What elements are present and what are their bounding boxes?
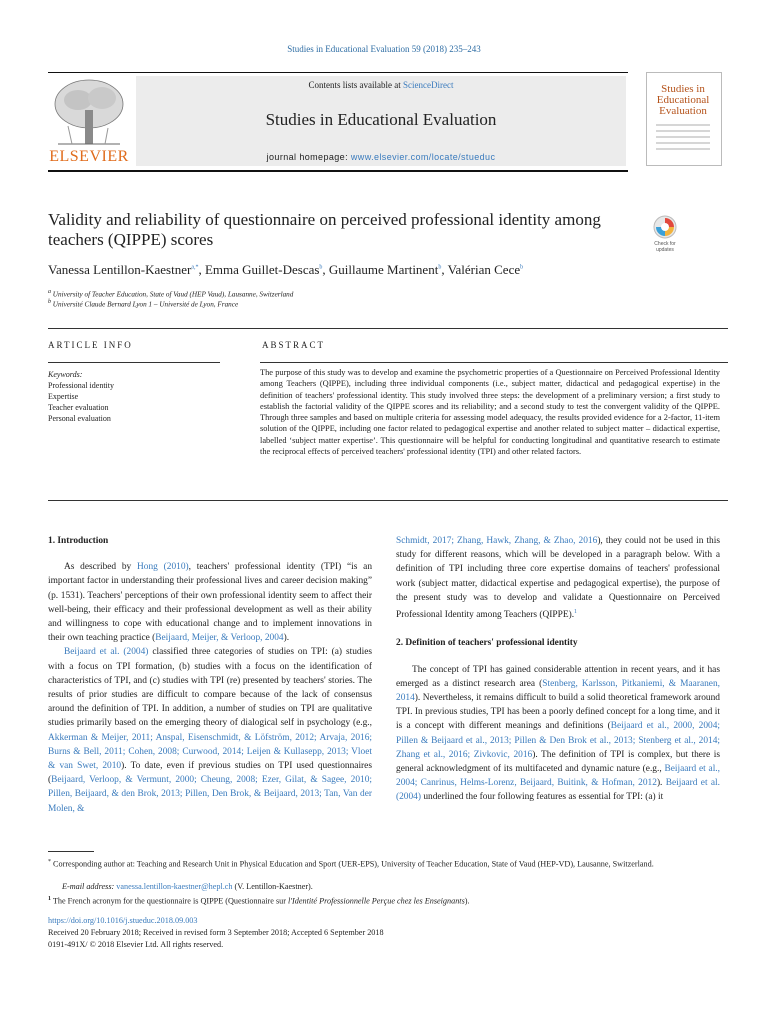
- author-name[interactable]: Vanessa Lentillon-Kaestner: [48, 262, 192, 277]
- received-dates: Received 20 February 2018; Received in revised form 3 September 2018; Accepted 6 September 2018: [48, 928, 384, 937]
- email-label: E-mail address:: [62, 882, 117, 891]
- contents-available: [136, 80, 626, 90]
- left-column: [48, 534, 372, 816]
- affiliation-a: [48, 289, 293, 298]
- text: ).: [283, 633, 290, 644]
- affiliation-text: University of Teacher Education, State of Vaud (HEP Vaud), Lausanne, Switzerland: [52, 290, 294, 299]
- sciencedirect-link[interactable]: ScienceDirect: [403, 80, 454, 90]
- author-name[interactable]: Emma Guillet-Descas: [204, 262, 320, 277]
- badge-line2: updates: [656, 247, 674, 253]
- text: The French acronym for the questionnaire is QIPPE (Questionnaire sur: [52, 896, 289, 906]
- paragraph: [48, 645, 372, 815]
- text: Corresponding author at: Teaching and Research Unit in Physical Education and Sport (UER-EPS), University of Teacher Education, State of Vaud (HEP-VD), Lausanne, Switzerland.: [53, 859, 654, 869]
- badge-line1: Check for: [654, 241, 676, 247]
- email-link[interactable]: vanessa.lentillon-kaestner@hepl.ch: [116, 882, 233, 891]
- homepage-link[interactable]: www.elsevier.com/locate/stueduc: [350, 152, 496, 162]
- citation-link[interactable]: Beijaard, Meijer, & Verloop, 2004: [155, 633, 284, 644]
- citation-link[interactable]: Beijaard et al. (2004): [64, 647, 149, 658]
- abstract-heading: ABSTRACT: [262, 340, 326, 350]
- text: ).: [656, 778, 666, 789]
- citation-link[interactable]: Beijaard et al. (2004): [396, 778, 720, 803]
- author-separator: ,: [441, 262, 448, 277]
- citation-link[interactable]: Beijaard et al., 2004; Canrinus, Helms-Lorenz, Beijaard, Buitink, & Hofman, 2012: [396, 763, 720, 789]
- homepage-prefix: journal homepage:: [266, 152, 351, 162]
- article-title: Validity and reliability of questionnaire on perceived professional identity among teachers (QIPPE) scores: [48, 210, 601, 249]
- divider: [48, 500, 728, 501]
- citation-link[interactable]: Beijaard et al., 2000, 2004; Pillen & Beijaard et al., 2013; Pillen & Den Brok et al., 2013; Stenberg et al., 2014; Zhang et al., 2016; Zivkovic, 2016: [396, 721, 720, 760]
- text: (V. Lentillon-Kaestner).: [232, 882, 313, 891]
- abstract-text: The purpose of this study was to develop and examine the psychometric properties of a Questionnaire on Perceived Professional Identity among Teachers (QIPPE), including three individual components (i.e., subject matter, didactical and pedagogical expertise) in the definition of teachers' professional identity. This study involved three steps: the development of a preliminary version; a first study to establish the factorial validity of the QIPPE scores and its reliability; and a second study to test the convergent validity of the QIPPE. Through three samples and based on multiple criteria for assessing model adequacy, the results provided evidence for a 2-factor, 11-item solution of the QIPPE, including one factor related to pedagogical expertise and another related to subject matter – didactical expertise, labelled ‘subject matter expertise’. This questionnaire will be helpful for conducting longitudinal and quantitative research to estimate the reciprocal effects of perceived teachers' professional identity (TPI) and other related factors.: [260, 368, 720, 457]
- affiliation-mark: a: [48, 289, 51, 295]
- check-for-updates-icon[interactable]: [648, 214, 682, 254]
- copyright: 0191-491X/ © 2018 Elsevier Ltd. All rights reserved.: [48, 940, 224, 949]
- journal-homepage: [136, 152, 626, 162]
- text: The concept of TPI has gained considerable attention in recent years, and it has emerged as a distinct research area (: [396, 664, 720, 689]
- paragraph: [396, 534, 720, 622]
- author-affil-mark[interactable]: b: [319, 264, 323, 271]
- keyword: Teacher evaluation: [48, 403, 109, 412]
- section-heading-definition: 2. Definition of teachers' professional identity: [396, 638, 578, 649]
- cover-decoration: [656, 124, 710, 154]
- keyword: Expertise: [48, 392, 79, 401]
- journal-title: Studies in Educational Evaluation: [265, 110, 497, 129]
- publisher-wordmark: ELSEVIER: [49, 148, 129, 165]
- text-italic: l'Identité Professionnelle Perçue chez les Enseignants: [288, 896, 465, 906]
- paragraph: [48, 560, 372, 645]
- paragraph: [396, 663, 720, 805]
- journal-citation-link[interactable]: Studies in Educational Evaluation 59 (2018) 235–243: [287, 44, 481, 54]
- footnote-corresponding: * Corresponding author at: Teaching and Research Unit in Physical Education and Sport (UER-EPS), University of Teacher Education, State of Vaud (HEP-VD), Lausanne, Switzerland.: [48, 859, 654, 869]
- citation-link[interactable]: Akkerman & Meijer, 2011; Anspal, Eisenschmidt, & Löfström, 2012; Arvaja, 2016; Burns & Bell, 2011; Cohen, 2008; Curwood, 2014; Leijen & Kullasepp, 2013; Vloet & van Swet, 2010: [48, 732, 372, 772]
- doi-link[interactable]: https://doi.org/10.1016/j.stueduc.2018.09.003: [48, 916, 198, 925]
- affiliation-b: [48, 299, 238, 308]
- author-affil-mark[interactable]: a,*: [191, 264, 199, 271]
- footnote-email: [48, 881, 742, 893]
- text: ). To date, even if previous studies on TPI used questionnaires (: [48, 761, 372, 786]
- citation-link[interactable]: Hong (2010): [137, 562, 189, 573]
- contents-prefix: Contents lists available at: [308, 80, 403, 90]
- header-rule-bottom: [48, 170, 628, 172]
- text: ). The definition of TPI is complex, but there is general acknowledgment of its multifaceted and dynamic nature (e.g.,: [396, 749, 720, 774]
- footnote-ref[interactable]: 1: [574, 609, 578, 616]
- text: classified three categories of studies on TPI: (a) studies with a focus on TPI formation, (b) studies with a focus on the identification of characteristics of TPI, and (c) studies with TPI (re) presented by teachers' stories. The results of prior studies are difficult to compare because of the lack of consensus around the definition of TPI. In addition, a number of studies on TPI are qualitative studies primarily based on the emerging theory of dialogical self in psychology (e.g.,: [48, 647, 372, 729]
- text: ). Nevertheless, it remains difficult to build a solid theoretical framework around TPI. In previous studies, TPI has been a poorly defined concept for a long time, and it is a concept with different meanings and definitions (: [396, 692, 720, 732]
- author-list: [48, 262, 728, 278]
- author-name[interactable]: Valérian Cece: [447, 262, 521, 277]
- author-name[interactable]: Guillaume Martinent: [328, 262, 439, 277]
- citation-link[interactable]: Stenberg, Karlsson, Pitkaniemi, & Maaranen, 2014: [396, 678, 720, 703]
- keywords-label: Keywords:: [48, 370, 83, 379]
- citation-link[interactable]: Schmidt, 2017; Zhang, Hawk, Zhang, & Zhao, 2016: [396, 536, 598, 546]
- divider: [48, 362, 220, 363]
- cover-title: Studies in Educational Evaluation: [656, 83, 710, 117]
- section-heading-introduction: 1. Introduction: [48, 536, 109, 546]
- text: ), they could not be used in this study for different reasons, which will be developed in a paragraph below. With a definition of TPI including three core expertise domains of teachers' professional work (subject matter, didactical expertise and pedagogical expertise), the purpose of the present study was to develop and validate a Questionnaire on Perceived Professional Identity among Teachers (QIPPE).: [396, 536, 720, 621]
- footnote-rule: [48, 851, 94, 852]
- text: , teachers' professional identity (TPI) “is an important factor in understanding their professional lives and career decision making” (p. 1531). Teachers' perceptions of their own professional identity seem to affect their well-being, their efficacy and their professional development as well as their ability and willingness to cope with educational change and to implement innovations in their own teaching practice (: [48, 562, 373, 644]
- divider: [260, 362, 728, 363]
- text: As described by: [64, 562, 138, 573]
- author-separator: ,: [322, 262, 329, 277]
- keyword: Personal evaluation: [48, 414, 111, 423]
- article-info-heading: ARTICLE INFO: [48, 340, 133, 350]
- right-column: [396, 534, 720, 805]
- affiliation-text: Université Claude Bernard Lyon 1 – Université de Lyon, France: [52, 300, 239, 309]
- author-affil-mark[interactable]: b: [520, 264, 524, 271]
- text: underlined the four following features as essential for TPI: (a) it: [421, 792, 664, 803]
- footnote-1: $^1$ The French acronym for the questionnaire is QIPPE (Questionnaire sur l'Identité Professionnelle Perçue chez les Enseignants).: [48, 896, 470, 906]
- text: ).: [464, 896, 470, 906]
- citation-link[interactable]: Beijaard, Verloop, & Vermunt, 2000; Cheung, 2008; Ezer, Gilat, & Sagee, 2010; Pillen, Beijaard, & den Brok, 2013; Pillen, Den Brok, & Beijaard, 2013; Tan, Van der Molen, &: [48, 775, 372, 814]
- keyword: Professional identity: [48, 381, 114, 390]
- divider: [48, 328, 728, 329]
- affiliation-mark: b: [48, 299, 51, 305]
- author-affil-mark[interactable]: b: [438, 264, 442, 271]
- header-rule-top: [48, 72, 628, 73]
- author-separator: ,: [198, 262, 205, 277]
